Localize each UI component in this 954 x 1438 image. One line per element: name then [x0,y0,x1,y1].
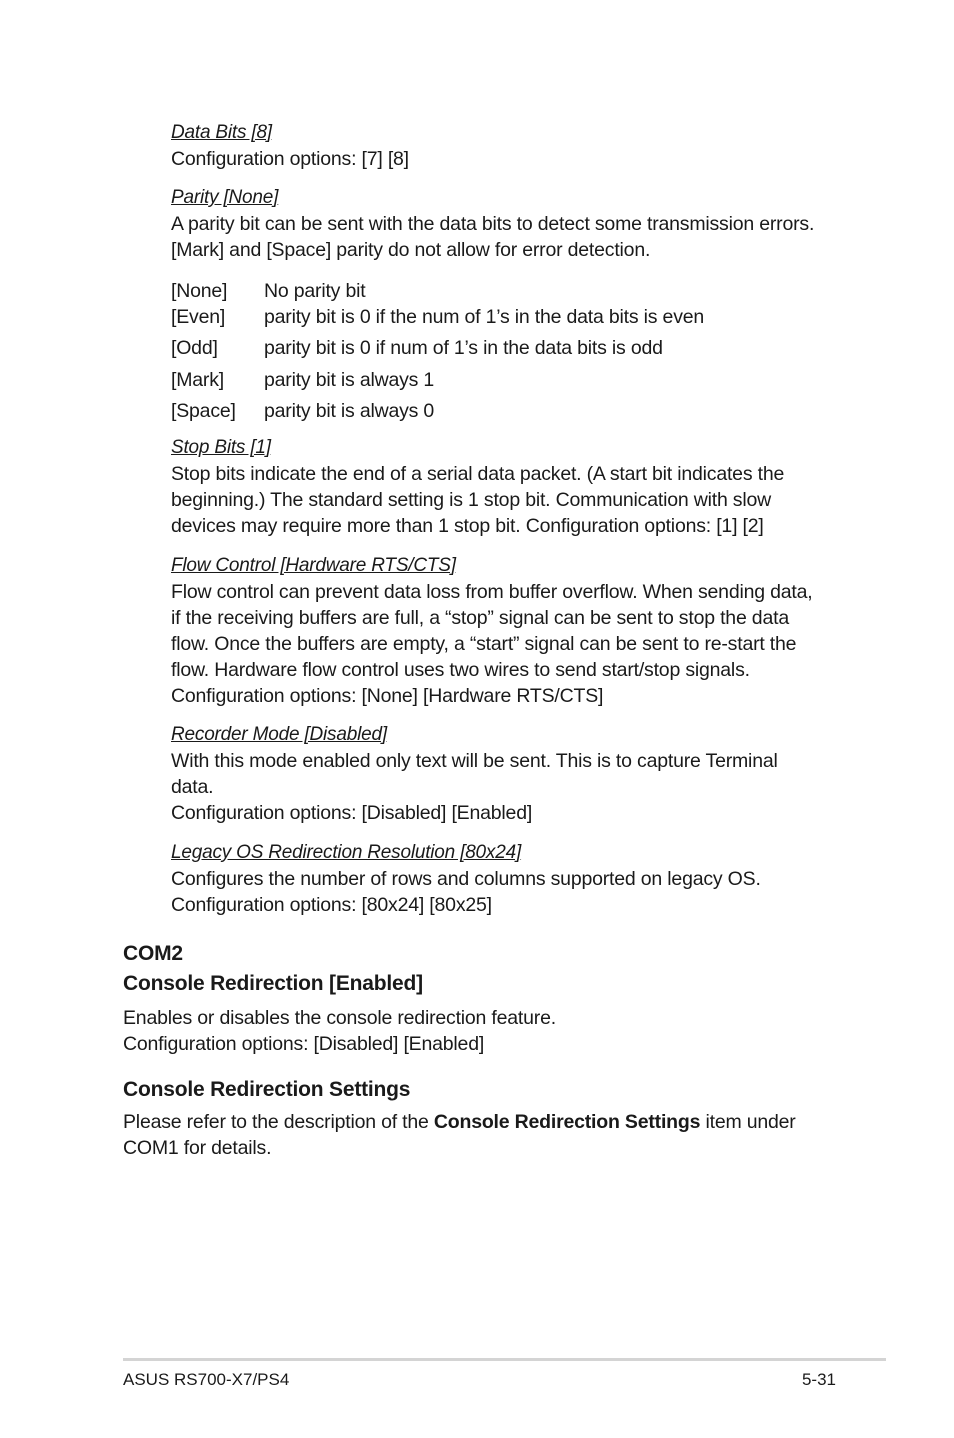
parity-option-desc: parity bit is 0 if num of 1’s in the data bits is odd [264,337,663,359]
console-settings-text-before: Please refer to the description of the [123,1111,434,1133]
legacy-os-section [171,840,841,918]
com2-section [123,939,843,1057]
legacy-os-desc-line-2: Configuration options: [80x24] [80x25] [171,894,492,916]
console-settings-text-after: item under [700,1111,796,1133]
legacy-os-desc-line-1: Configures the number of rows and columns supported on legacy OS. [171,868,761,890]
stop-bits-desc-line-2: beginning.) The standard setting is 1 stop bit. Communication with slow [171,489,772,511]
parity-option-key: [Space] [171,400,236,422]
recorder-mode-section [171,722,841,826]
footer-divider [123,1358,886,1361]
console-settings-section [123,1075,843,1161]
parity-option-key: [Even] [171,306,226,328]
com2-heading: COM2 [123,942,183,965]
legacy-os-title: Legacy OS Redirection Resolution [80x24] [171,842,522,863]
flow-control-desc-line-1: Flow control can prevent data loss from buffer overflow. When sending data, [171,581,813,603]
parity-option-desc: parity bit is always 1 [264,369,435,391]
flow-control-desc-line-2: if the receiving buffers are full, a “stop” signal can be sent to stop the data [171,607,789,629]
parity-option-desc: parity bit is 0 if the num of 1’s in the data bits is even [264,306,705,328]
parity-section [171,185,841,263]
recorder-mode-desc-line-2: data. [171,776,214,798]
footer-page-number: 5-31 [801,1370,836,1389]
parity-title: Parity [None] [171,187,279,208]
console-settings-heading: Console Redirection Settings [123,1078,411,1101]
parity-option-key: [None] [171,280,228,302]
parity-desc-line-1: A parity bit can be sent with the data bits to detect some transmission errors. [171,213,815,235]
console-redirection-heading: Console Redirection [Enabled] [123,972,423,995]
data-bits-title: Data Bits [8] [171,122,272,143]
flow-control-desc-line-4: flow. Hardware flow control uses two wires to send start/stop signals. [171,659,750,681]
stop-bits-desc-line-3: devices may require more than 1 stop bit. Configuration options: [1] [2] [171,515,764,537]
console-settings-desc-line-1 [123,1109,843,1135]
console-settings-desc-line-2: COM1 for details. [123,1137,272,1159]
flow-control-desc-line-5: Configuration options: [None] [Hardware RTS/CTS] [171,685,604,707]
com2-desc-line-1: Enables or disables the console redirection feature. [123,1007,556,1029]
parity-option-key: [Mark] [171,369,224,391]
recorder-mode-desc-line-1: With this mode enabled only text will be sent. This is to capture Terminal [171,750,778,772]
recorder-mode-desc-line-3: Configuration options: [Disabled] [Enabled] [171,802,533,824]
console-settings-bold-ref: Console Redirection Settings [433,1111,701,1133]
parity-desc-line-2: [Mark] and [Space] parity do not allow for error detection. [171,239,651,261]
stop-bits-section [171,435,841,539]
com2-desc-line-2: Configuration options: [Disabled] [Enabled] [123,1033,485,1055]
parity-option-key: [Odd] [171,337,218,359]
parity-option-desc: No parity bit [264,280,366,302]
flow-control-desc-line-3: flow. Once the buffers are empty, a “start” signal can be sent to re-start the [171,633,797,655]
stop-bits-title: Stop Bits [1] [171,437,271,458]
data-bits-options: Configuration options: [7] [8] [171,148,409,170]
stop-bits-desc-line-1: Stop bits indicate the end of a serial data packet. (A start bit indicates the [171,463,785,485]
recorder-mode-title: Recorder Mode [Disabled] [171,724,387,745]
footer-product-name: ASUS RS700-X7/PS4 [123,1370,290,1389]
data-bits-section [171,120,841,172]
parity-option-desc: parity bit is always 0 [264,400,435,422]
flow-control-title: Flow Control [Hardware RTS/CTS] [171,555,456,576]
flow-control-section [171,553,841,709]
